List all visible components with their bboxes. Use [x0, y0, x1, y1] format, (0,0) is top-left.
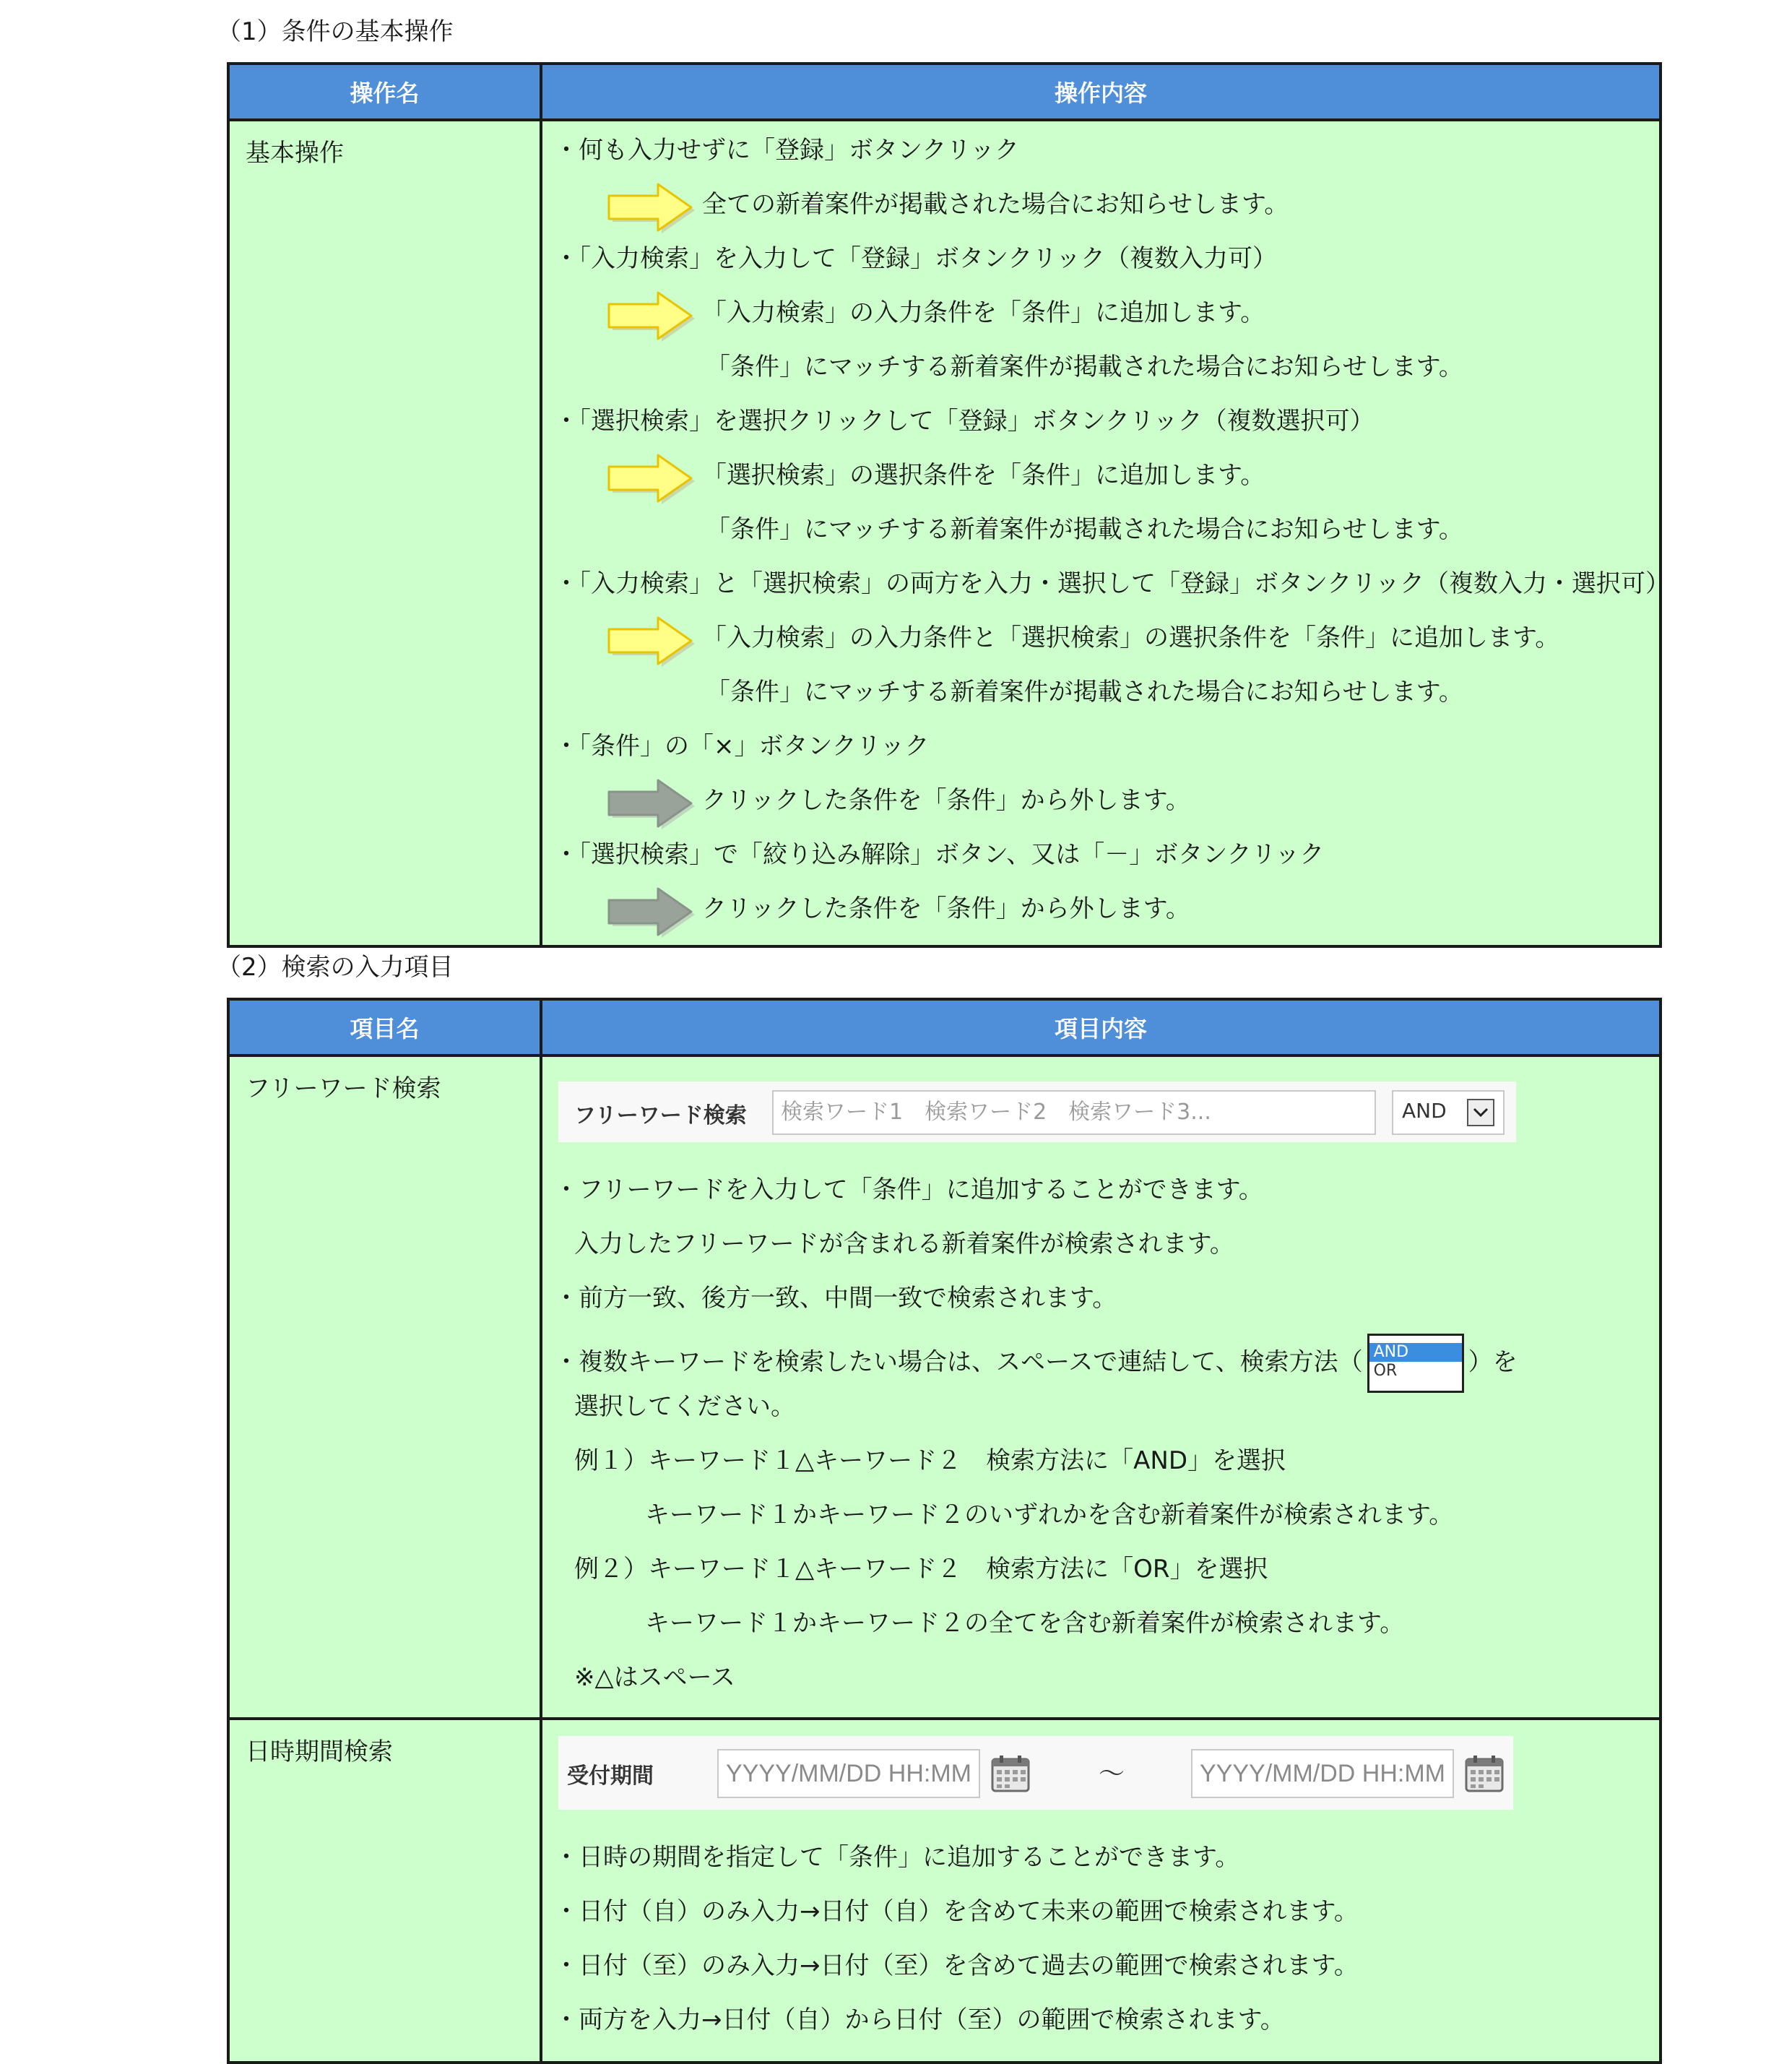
datetime-form-mock	[558, 1736, 1513, 1810]
table-row	[228, 1055, 1661, 1719]
header-operation-name: 操作名	[228, 64, 541, 120]
listbox-option-and: AND	[1369, 1343, 1462, 1362]
operation-result-text: 「選択検索」の選択条件を「条件」に追加します。	[702, 461, 1265, 490]
yellow-arrow-icon	[606, 452, 698, 504]
operation-bullet-line	[542, 131, 1659, 186]
datetime-line: ・日付（至）のみ入力→日付（至）を含めて過去の範囲で検索されます。	[554, 1951, 1359, 1980]
search-items-table	[227, 998, 1662, 2064]
freeword-form-mock	[558, 1081, 1516, 1142]
example1-text: キーワード１△キーワード２ 検索方法に「AND」を選択	[648, 1446, 1286, 1475]
row-content-datetime	[541, 1719, 1661, 2063]
example2	[542, 1550, 1659, 1605]
yellow-arrow-icon	[606, 290, 698, 342]
example2-text: キーワード１△キーワード２ 検索方法に「OR」を選択	[648, 1555, 1268, 1584]
method-prefix: ・複数キーワードを検索したい場合は、スペースで連結して、検索方法（	[554, 1347, 1363, 1377]
gray-arrow-icon	[606, 777, 698, 829]
range-tilde: ～	[1099, 1759, 1125, 1789]
calendar-icon[interactable]	[990, 1753, 1031, 1794]
and-or-listbox	[1367, 1334, 1464, 1393]
operation-result-line	[542, 186, 1659, 240]
operation-result-text: 全ての新着案件が掲載された場合にお知らせします。	[702, 190, 1289, 219]
example1	[542, 1442, 1659, 1496]
row-name-datetime: 日時期間検索	[228, 1719, 541, 2063]
operation-lines	[542, 131, 1670, 944]
listbox-option-or: OR	[1373, 1362, 1398, 1380]
operation-continuation-line	[542, 348, 1659, 402]
operation-continuation-line	[542, 673, 1659, 727]
operation-result-text: 「入力検索」の入力条件を「条件」に追加します。	[702, 298, 1265, 327]
table-row	[228, 120, 1661, 946]
yellow-arrow-icon	[606, 615, 698, 667]
operation-bullet-text: ・「条件」の「×」ボタンクリック	[554, 732, 930, 761]
section2-title: （2）検索の入力項目	[217, 953, 454, 982]
freeword-search-input[interactable]: 検索ワード1 検索ワード2 検索ワード3...	[772, 1090, 1376, 1135]
operation-result-line	[542, 782, 1659, 836]
operation-result-line	[542, 294, 1659, 348]
header-item-name: 項目名	[228, 999, 541, 1055]
calendar-icon[interactable]	[1464, 1753, 1505, 1794]
operation-bullet-text: ・「入力検索」と「選択検索」の両方を入力・選択して「登録」ボタンクリック（複数入力・選択可）	[554, 569, 1670, 598]
operation-result-line	[542, 619, 1659, 673]
operation-bullet-line	[542, 240, 1659, 294]
datetime-line: ・日時の期間を指定して「条件」に追加することができます。	[554, 1843, 1240, 1872]
operation-continuation-text: 「条件」にマッチする新着案件が掲載された場合にお知らせします。	[706, 678, 1463, 707]
datetime-line: ・両方を入力→日付（自）から日付（至）の範囲で検索されます。	[554, 2005, 1285, 2034]
operation-result-line	[542, 890, 1659, 944]
freeword-line: ・フリーワードを入力して「条件」に追加することができます。	[554, 1175, 1263, 1204]
method-suffix: ）を	[1468, 1347, 1518, 1377]
section1-title: （1）条件の基本操作	[217, 17, 454, 46]
example2-result: キーワード１かキーワード２の全てを含む新着案件が検索されます。	[645, 1609, 1405, 1638]
freeword-form-label: フリーワード検索	[574, 1103, 747, 1128]
basic-operation-table	[227, 62, 1670, 948]
header-item-content: 項目内容	[541, 999, 1661, 1055]
freeword-line: ・前方一致、後方一致、中間一致で検索されます。	[554, 1284, 1117, 1313]
space-note: ※△はスペース	[574, 1663, 735, 1692]
freeword-method-line	[542, 1334, 1659, 1388]
operation-bullet-line	[542, 565, 1670, 619]
freeword-method-cont: 選択してください。	[574, 1392, 795, 1421]
gray-arrow-icon	[606, 886, 698, 938]
operation-continuation-text: 「条件」にマッチする新着案件が掲載された場合にお知らせします。	[706, 353, 1463, 381]
row-name-basic-operation: 基本操作	[228, 120, 541, 946]
operation-result-text: クリックした条件を「条件」から外します。	[702, 894, 1190, 923]
datetime-form-label: 受付期間	[567, 1763, 654, 1789]
operation-continuation-text: 「条件」にマッチする新着案件が掲載された場合にお知らせします。	[706, 515, 1463, 544]
example1-result: キーワード１かキーワード２のいずれかを含む新着案件が検索されます。	[645, 1500, 1454, 1529]
datetime-line: ・日付（自）のみ入力→日付（自）を含めて未来の範囲で検索されます。	[554, 1897, 1359, 1926]
operation-bullet-line	[542, 836, 1659, 890]
operation-bullet-text: ・「入力検索」を入力して「登録」ボタンクリック（複数入力可）	[554, 244, 1277, 273]
row-content-basic-operation	[541, 120, 1670, 946]
operation-bullet-line	[542, 402, 1659, 457]
operation-result-text: クリックした条件を「条件」から外します。	[702, 786, 1190, 815]
date-from-input[interactable]: YYYY/MM/DD HH:MM	[717, 1749, 980, 1798]
select-value: AND	[1402, 1099, 1447, 1123]
table-header-row	[228, 64, 1661, 120]
table-row	[228, 1719, 1661, 2063]
chevron-down-icon[interactable]	[1467, 1099, 1494, 1126]
row-name-freeword: フリーワード検索	[228, 1055, 541, 1719]
freeword-line: 入力したフリーワードが含まれる新着案件が検索されます。	[574, 1230, 1234, 1258]
operation-bullet-text: ・「選択検索」で「絞り込み解除」ボタン、又は「－」ボタンクリック	[554, 840, 1325, 869]
operation-bullet-text: ・何も入力せずに「登録」ボタンクリック	[554, 136, 1019, 165]
and-or-select[interactable]	[1392, 1090, 1505, 1135]
operation-bullet-line	[542, 727, 1659, 782]
example2-label: 例２）	[574, 1555, 648, 1584]
operation-continuation-line	[542, 511, 1659, 565]
example1-label: 例１）	[574, 1446, 648, 1475]
yellow-arrow-icon	[606, 181, 698, 233]
header-operation-content: 操作内容	[541, 64, 1661, 120]
date-to-input[interactable]: YYYY/MM/DD HH:MM	[1191, 1749, 1454, 1798]
table-header-row	[228, 999, 1661, 1055]
operation-result-text: 「入力検索」の入力条件と「選択検索」の選択条件を「条件」に追加します。	[702, 623, 1560, 652]
row-content-freeword	[541, 1055, 1661, 1719]
operation-result-line	[542, 457, 1659, 511]
operation-bullet-text: ・「選択検索」を選択クリックして「登録」ボタンクリック（複数選択可）	[554, 407, 1375, 436]
